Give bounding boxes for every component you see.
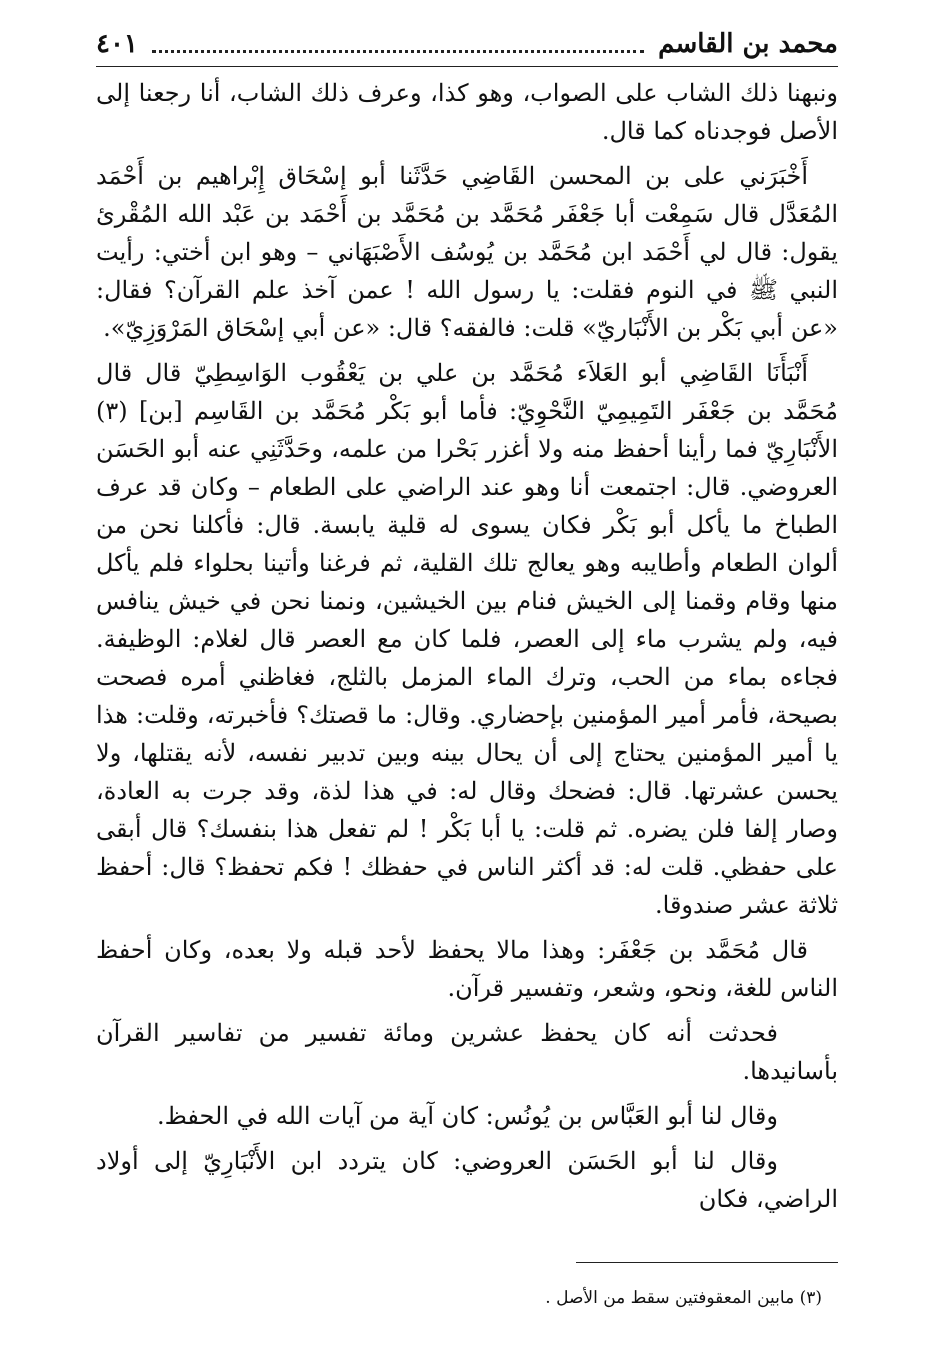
paragraph-6: وقال لنا أبو العَبَّاس بن يُونُس: كان آية من آيات الله في الحفظ.: [156, 1102, 778, 1130]
footnote-divider: [576, 1262, 838, 1263]
paragraph-5: فحدثت أنه كان يحفظ عشرين ومائة تفسير من تفاسير القرآن بأسانيدها.: [96, 1019, 838, 1085]
paragraph-7: وقال لنا أبو الحَسَن العروضي: كان يتردد ابن الأَنْبَارِيّ إلى أولاد الراضي، فكان: [96, 1147, 838, 1213]
running-header: [96, 22, 838, 67]
header-title: محمد بن القاسم: [658, 29, 838, 59]
header-leader-dots: [152, 36, 644, 53]
page-body: [96, 74, 838, 1225]
paragraph-3: أَنْبَأَنَا القَاضِي أبو العَلاَء مُحَمَّد بن علي بن يَعْقُوب الوَاسِطِيّ قال قال مُحَمَّد بن جَعْفَر التَمِيمِيّ النَّحْوِيّ: فأما أبو بَكْر مُحَمَّد بن القَاسِم [بن] (٣) الأَنْبَارِيّ فما رأينا أحفظ منه ولا أغزر بَحْرا من علمه، وحَدَّثَنِي عنه أبو الحَسَن العروضي. قال: اجتمعت أنا وهو عند الراضي على الطعام – وكان قد عرف الطباخ ما يأكل أبو بَكْر فكان يسوى له قلية يابسة. قال: فأكلنا نحن من ألوان الطعام وأطايبه وهو يعالج تلك القلية، ثم فرغنا وأتينا بحلواء فلم يأكل منها وقام وقمنا إلى الخيش فنام بين الخيشين، ونمنا نحن في خيش ينافس فيه، ولم يشرب ماء إلى العصر، فلما كان مع العصر قال لغلام: الوظيفة. فجاءه بماء من الحب، وترك الماء المزمل بالثلج، فغاظني أمره فصحت بصيحة، فأمر أمير المؤمنين بإحضاري. وقال: ما قصتك؟ فأخبرته، وقلت: هذا يا أمير المؤمنين يحتاج إلى أن يحال بينه وبين تدبير نفسه، لأنه يقتلها، ولا يحسن عشرتها. قال: فضحك وقال له: في هذا لذة، وقد جرت به العادة، وصار إلفا فلن يضره. ثم قلت: يا أبا بَكْر ! لم تفعل هذا بنفسك؟ قال أبقى على حفظي. قلت له: قد أكثر الناس في حفظك ! فكم تحفظ؟ قال: أحفظ ثلاثة عشر صندوقا.: [96, 359, 839, 919]
page-number: ٤٠١: [96, 29, 138, 59]
paragraph-4: قال مُحَمَّد بن جَعْفَر: وهذا مالا يحفظ لأحد قبله ولا بعده، وكان أحفظ الناس للغة، ونحو، وشعر، وتفسير قرآن.: [96, 936, 838, 1002]
paragraph-2: أَخْبَرَني على بن المحسن القَاضِي حَدَّثَنا أبو إسْحَاق إِبْراهيم بن أَحْمَد المُعَدَّل قال سَمِعْت أبا جَعْفَر مُحَمَّد بن مُحَمَّد بن أَحْمَد بن عَبْد الله المُقْرئ يقول: قال لي أَحْمَد ابن مُحَمَّد بن يُوسُف الأَصْبَهَاني – وهو ابن أختي: رأيت النبي ﷺ في النوم فقلت: يا رسول الله ! عمن آخذ علم القرآن؟ فقال: «عن أبي بَكْر بن الأَنْبَاريّ» قلت: فالفقه؟ قال: «عن أبي إسْحَاق المَرْوَزِيّ».: [96, 162, 838, 342]
paragraph-1: ونبهنا ذلك الشاب على الصواب، وهو كذا، وعرف ذلك الشاب، أنا رجعنا إلى الأصل فوجدناه كما قال.: [96, 79, 838, 145]
footnote: (٣) مابين المعقوفتين سقط من الأصل .: [545, 1288, 822, 1308]
